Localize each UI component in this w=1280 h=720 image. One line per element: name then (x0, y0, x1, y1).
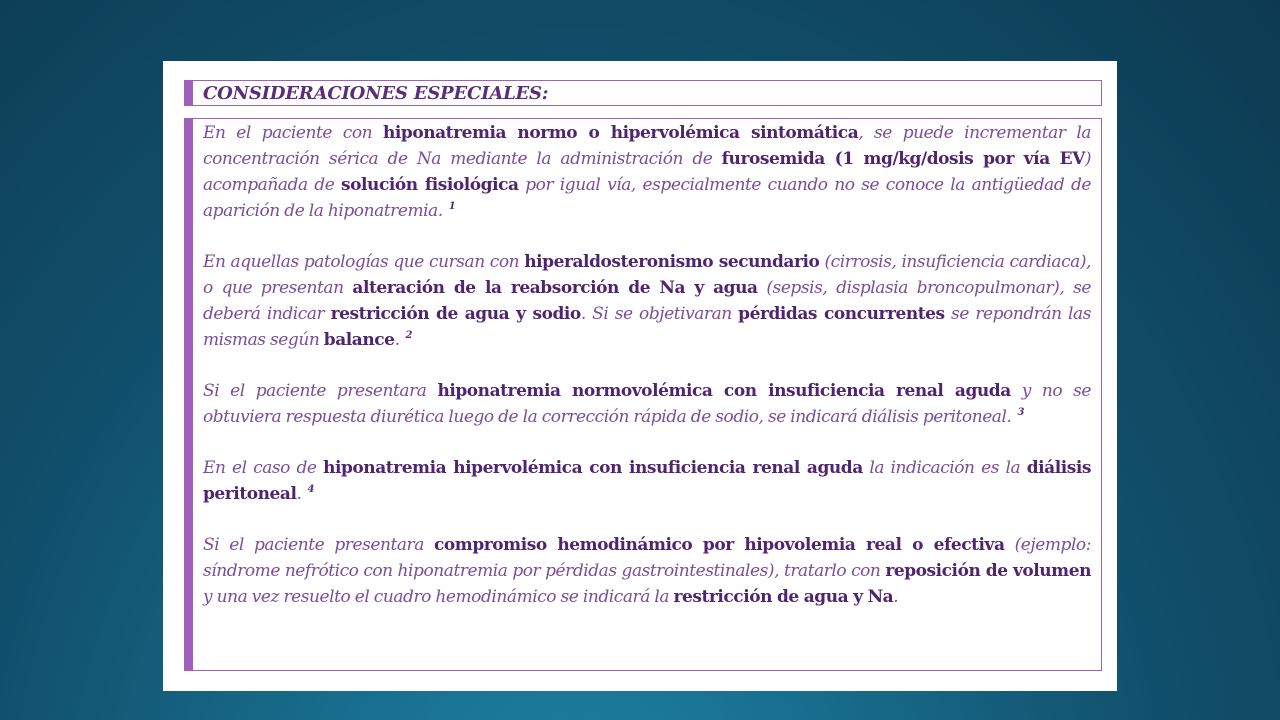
content-body (203, 120, 1091, 635)
paragraph-furosemida: En el paciente con hiponatremia normo o hipervolémica sintomática, se puede incrementar la concentración sérica de Na mediante la administración de furosemida (1 mg/kg/dosis por vía EV) acompañada de solución fisiológica por igual vía, especialmente cuando no se conoce la antigüedad de aparición de la hiponatremia. $^1$ (203, 123, 1092, 221)
reference-number: 3 (1017, 407, 1024, 419)
reference-number: 1 (448, 201, 456, 213)
paragraph-hipovolemia: Si el paciente presentara compromiso hemodinámico por hipovolemia real o efectiva (ejemplo: síndrome nefrótico con hiponatremia por pérdidas gastrointestinales), tratarlo con reposición de volumen y una vez resuelto el cuadro hemodinámico se indicará la restricción de agua y Na. (203, 535, 1092, 607)
section-heading: CONSIDERACIONES ESPECIALES: (203, 83, 549, 104)
paragraph-hiperaldosteronismo: En aquellas patologías que cursan con hiperaldosteronismo secundario (cirrosis, insuficiencia cardiaca), o que presentan alteración de la reabsorción de Na y agua (sepsis, displasia broncopulmonar), se deberá indicar restricción de agua y sodio. Si se objetivaran pérdidas concurrentes se repondrán las mismas según balance. $^2$ (203, 252, 1091, 350)
reference-number: 4 (307, 484, 314, 496)
reference-number: 2 (405, 330, 413, 342)
content-box (184, 118, 1102, 671)
heading-box (184, 80, 1102, 106)
paragraph-hipervolemica: En el caso de hiponatremia hipervolémica con insuficiencia renal aguda la indicación es la diálisis peritoneal. $^4$ (203, 458, 1091, 504)
slide-card (163, 61, 1117, 691)
paragraph-normovolemica: Si el paciente presentara hiponatremia normovolémica con insuficiencia renal aguda y no se obtuviera respuesta diurética luego de la corrección rápida de sodio, se indicará diálisis peritoneal. $^3$ (203, 381, 1091, 427)
